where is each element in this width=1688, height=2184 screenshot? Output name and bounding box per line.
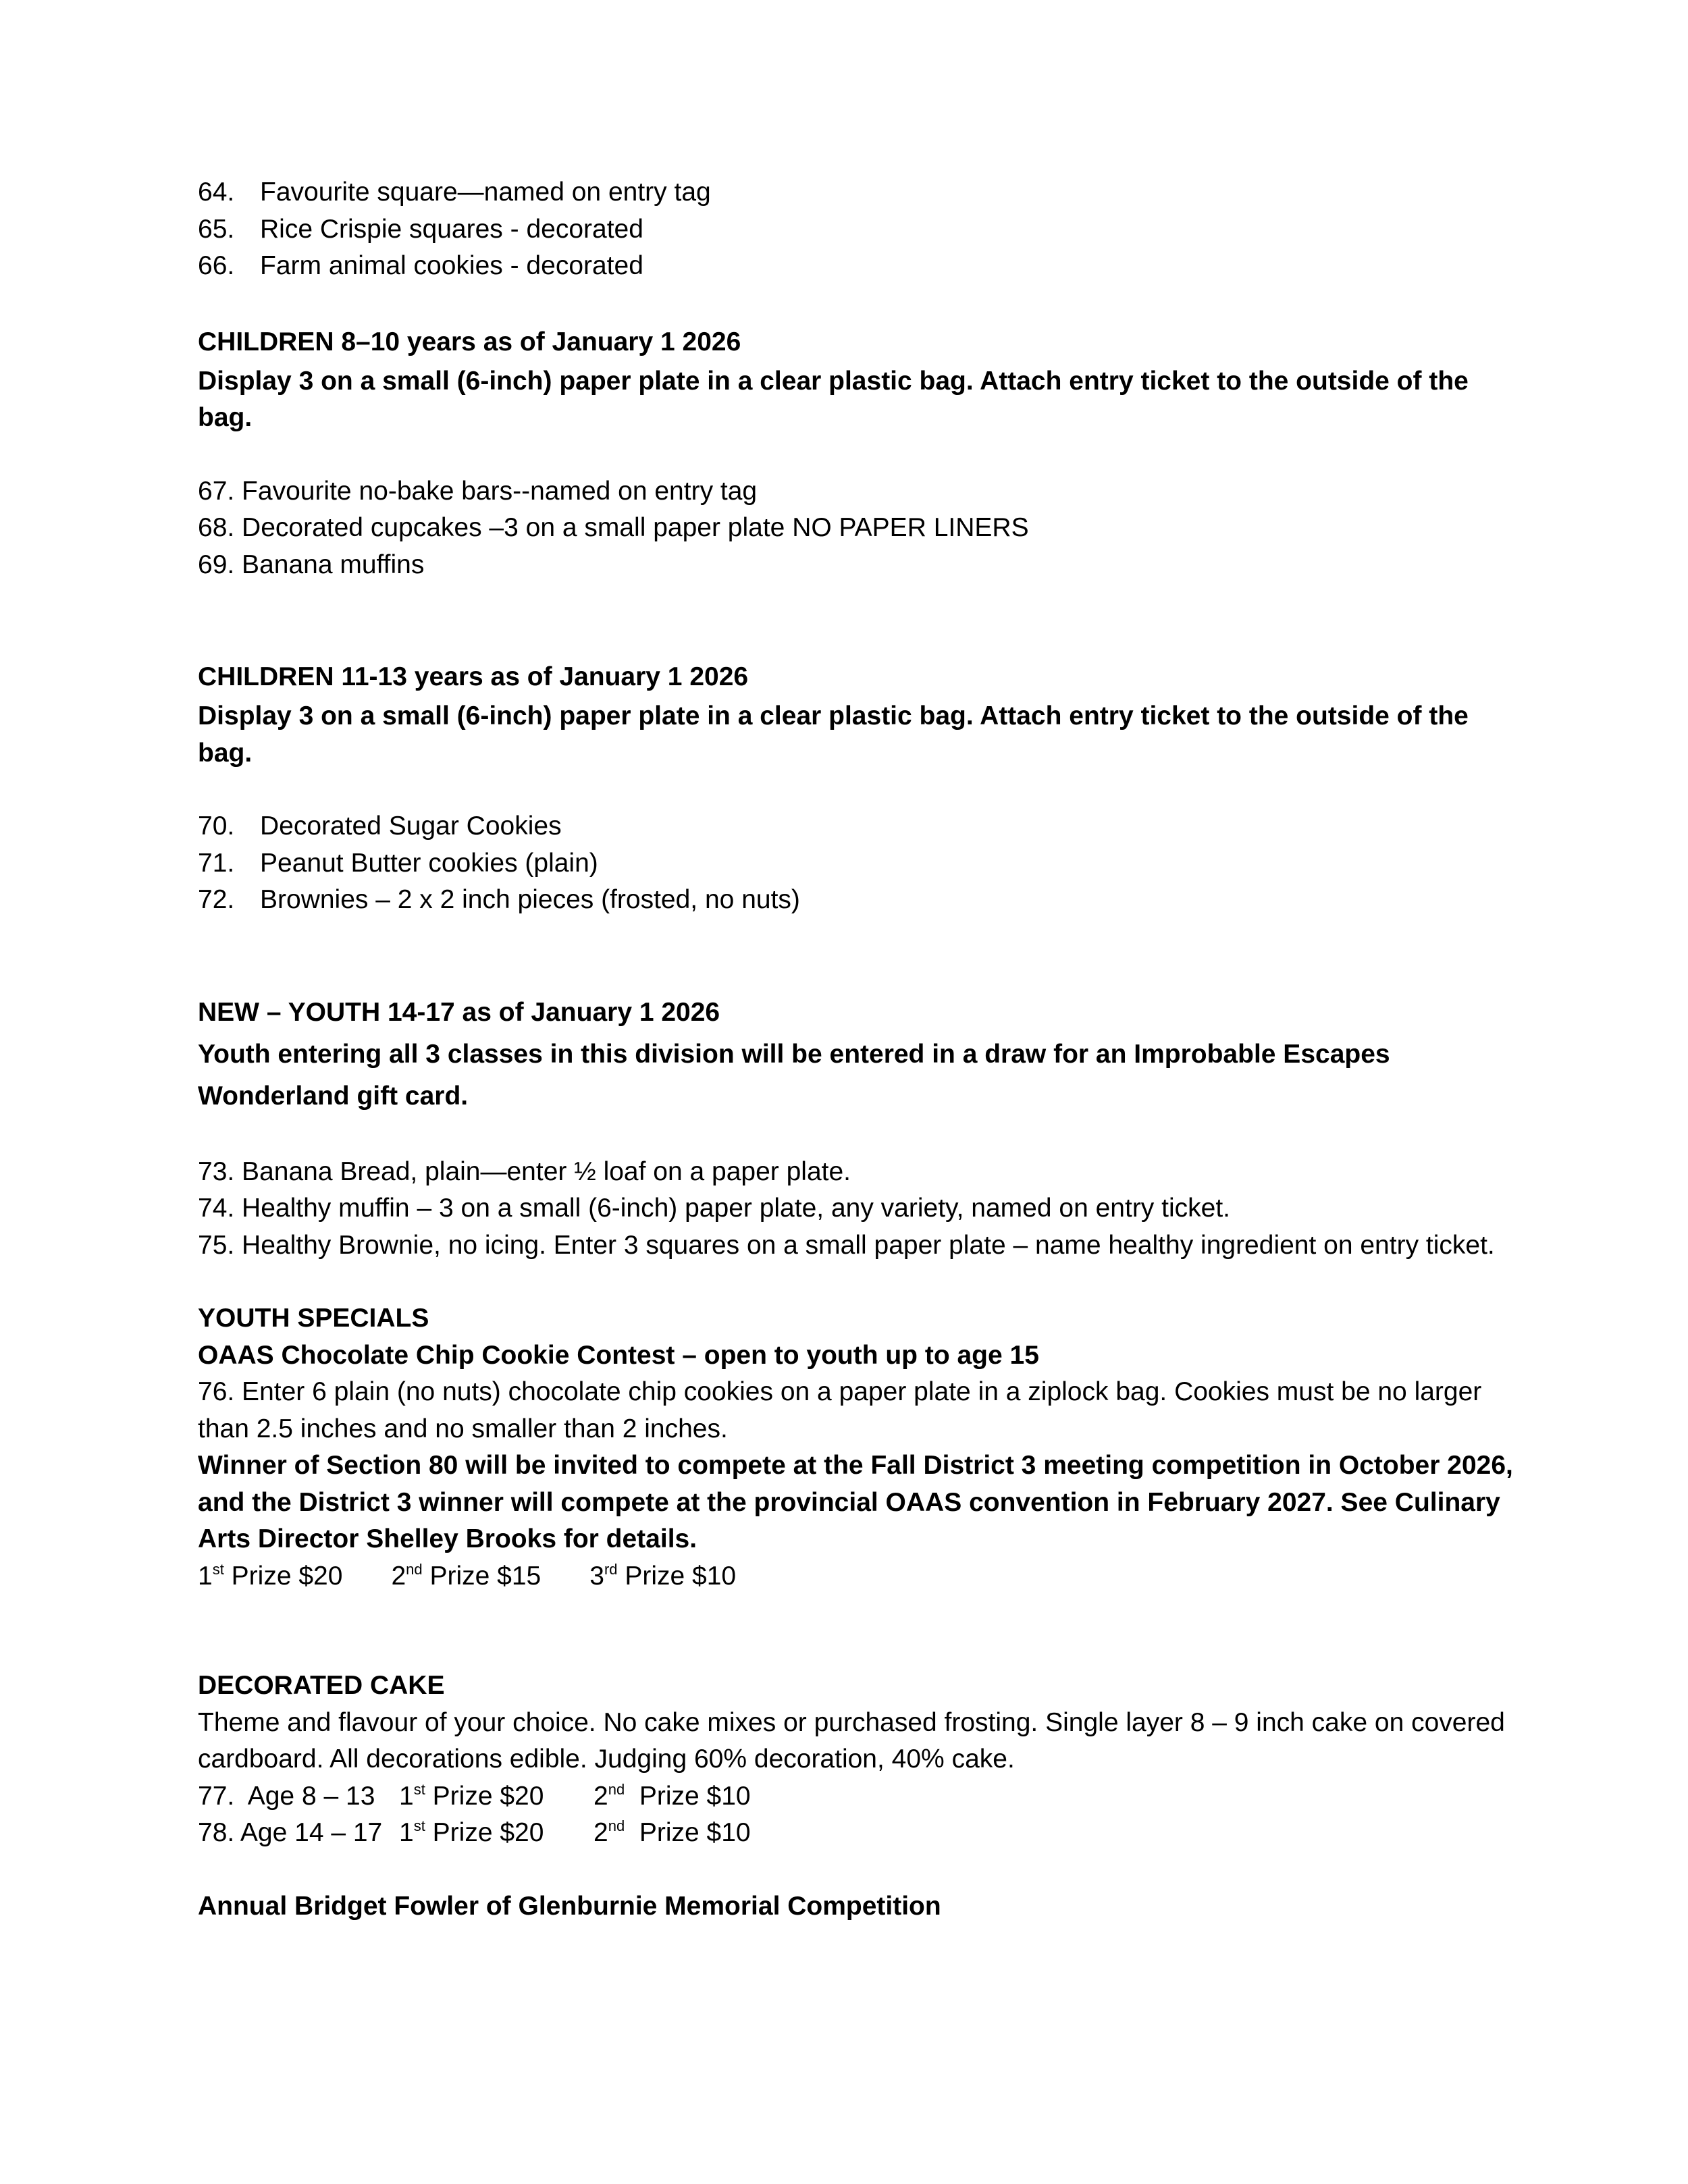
list-item: 73. Banana Bread, plain—enter ½ loaf on a paper plate. [198, 1156, 851, 1186]
section-instructions: Display 3 on a small (6-inch) paper plate in a clear plastic bag. Attach entry ticket to the outside of the bag. [198, 701, 1469, 768]
class-list-64-66 [198, 174, 1514, 285]
item-text: Brownies – 2 x 2 inch pieces (frosted, no nuts) [260, 885, 800, 914]
item-text: Decorated Sugar Cookies [260, 811, 562, 841]
list-item [198, 808, 1514, 845]
item-text: Favourite square—named on entry tag [260, 178, 711, 207]
list-item [198, 248, 1514, 285]
cake-row [198, 1778, 1514, 1815]
section-children-11-13 [198, 656, 1514, 919]
item-text: Farm animal cookies - decorated [260, 251, 643, 280]
section-note: Wonderland gift card. [198, 1081, 469, 1111]
cake-prize-first: 1st Prize $20 [399, 1817, 544, 1847]
cake-age: 77. Age 8 – 13 [198, 1781, 375, 1811]
list-item: 75. Healthy Brownie, no icing. Enter 3 squares on a small paper plate – name healthy ingredient on entry ticket. [198, 1230, 1495, 1260]
section-heading: CHILDREN 8–10 years as of January 1 2026 [198, 327, 741, 356]
item-number: 71. [198, 848, 235, 878]
list-item: 67. Favourite no-bake bars--named on entry tag [198, 476, 758, 506]
section-youth-specials [198, 1300, 1514, 1595]
prize-line [198, 1558, 1514, 1595]
list-item [198, 845, 1514, 882]
section-decorated-cake [198, 1668, 1514, 1852]
prize-first: 1st Prize $20 [198, 1560, 343, 1591]
item-number: 64. [198, 178, 235, 207]
cake-prize-first: 1st Prize $20 [399, 1780, 544, 1811]
item-text: Peanut Butter cookies (plain) [260, 848, 598, 878]
item-number: 65. [198, 214, 235, 244]
cake-prize-second: 2nd Prize $10 [594, 1817, 751, 1847]
cake-row [198, 1815, 1514, 1852]
section-note: Youth entering all 3 classes in this division will be entered in a draw for an Improbable Escapes [198, 1039, 1390, 1069]
section-heading: YOUTH SPECIALS [198, 1304, 429, 1333]
cake-prize-second: 2nd Prize $10 [594, 1780, 751, 1811]
section-instructions: Display 3 on a small (6-inch) paper plate in a clear plastic bag. Attach entry ticket to the outside of the bag. [198, 366, 1469, 432]
section-memorial [198, 1888, 1514, 1925]
section-heading: CHILDREN 11-13 years as of January 1 2026 [198, 662, 749, 691]
document-page [198, 174, 1514, 1925]
item-number: 70. [198, 811, 235, 841]
item-text: Rice Crispie squares - decorated [260, 214, 643, 244]
prize-third: 3rd Prize $10 [589, 1560, 737, 1591]
item-number: 66. [198, 251, 235, 280]
list-item: 68. Decorated cupcakes –3 on a small paper plate NO PAPER LINERS [198, 513, 1029, 542]
list-item [198, 211, 1514, 248]
list-item [198, 174, 1514, 211]
winner-note: Winner of Section 80 will be invited to compete at the Fall District 3 meeting competition in October 2026, and the District 3 winner will compete at the provincial OAAS convention in February 2027. See Culinary Arts Director Shelley Brooks for details. [198, 1451, 1513, 1553]
section-heading: Annual Bridget Fowler of Glenburnie Memorial Competition [198, 1891, 941, 1921]
section-children-8-10 [198, 321, 1514, 584]
list-item: 69. Banana muffins [198, 550, 425, 579]
section-description: Theme and flavour of your choice. No cake mixes or purchased frosting. Single layer 8 – 9 inch cake on covered cardboard. All decorations edible. Judging 60% decoration, 40% cake. [198, 1707, 1505, 1774]
section-youth-14-17 [198, 992, 1514, 1264]
list-item: 74. Healthy muffin – 3 on a small (6-inch) paper plate, any variety, named on entry ticket. [198, 1194, 1230, 1223]
list-item: 76. Enter 6 plain (no nuts) chocolate chip cookies on a paper plate in a ziplock bag. Cookies must be no larger than 2.5 inches and no smaller than 2 inches. [198, 1377, 1482, 1443]
section-heading: DECORATED CAKE [198, 1671, 445, 1700]
section-heading: NEW – YOUTH 14-17 as of January 1 2026 [198, 997, 720, 1027]
item-number: 72. [198, 885, 235, 914]
cake-age: 78. Age 14 – 17 [198, 1818, 383, 1847]
list-item [198, 882, 1514, 919]
section-subheading: OAAS Chocolate Chip Cookie Contest – open to youth up to age 15 [198, 1340, 1039, 1370]
prize-second: 2nd Prize $15 [391, 1560, 542, 1591]
